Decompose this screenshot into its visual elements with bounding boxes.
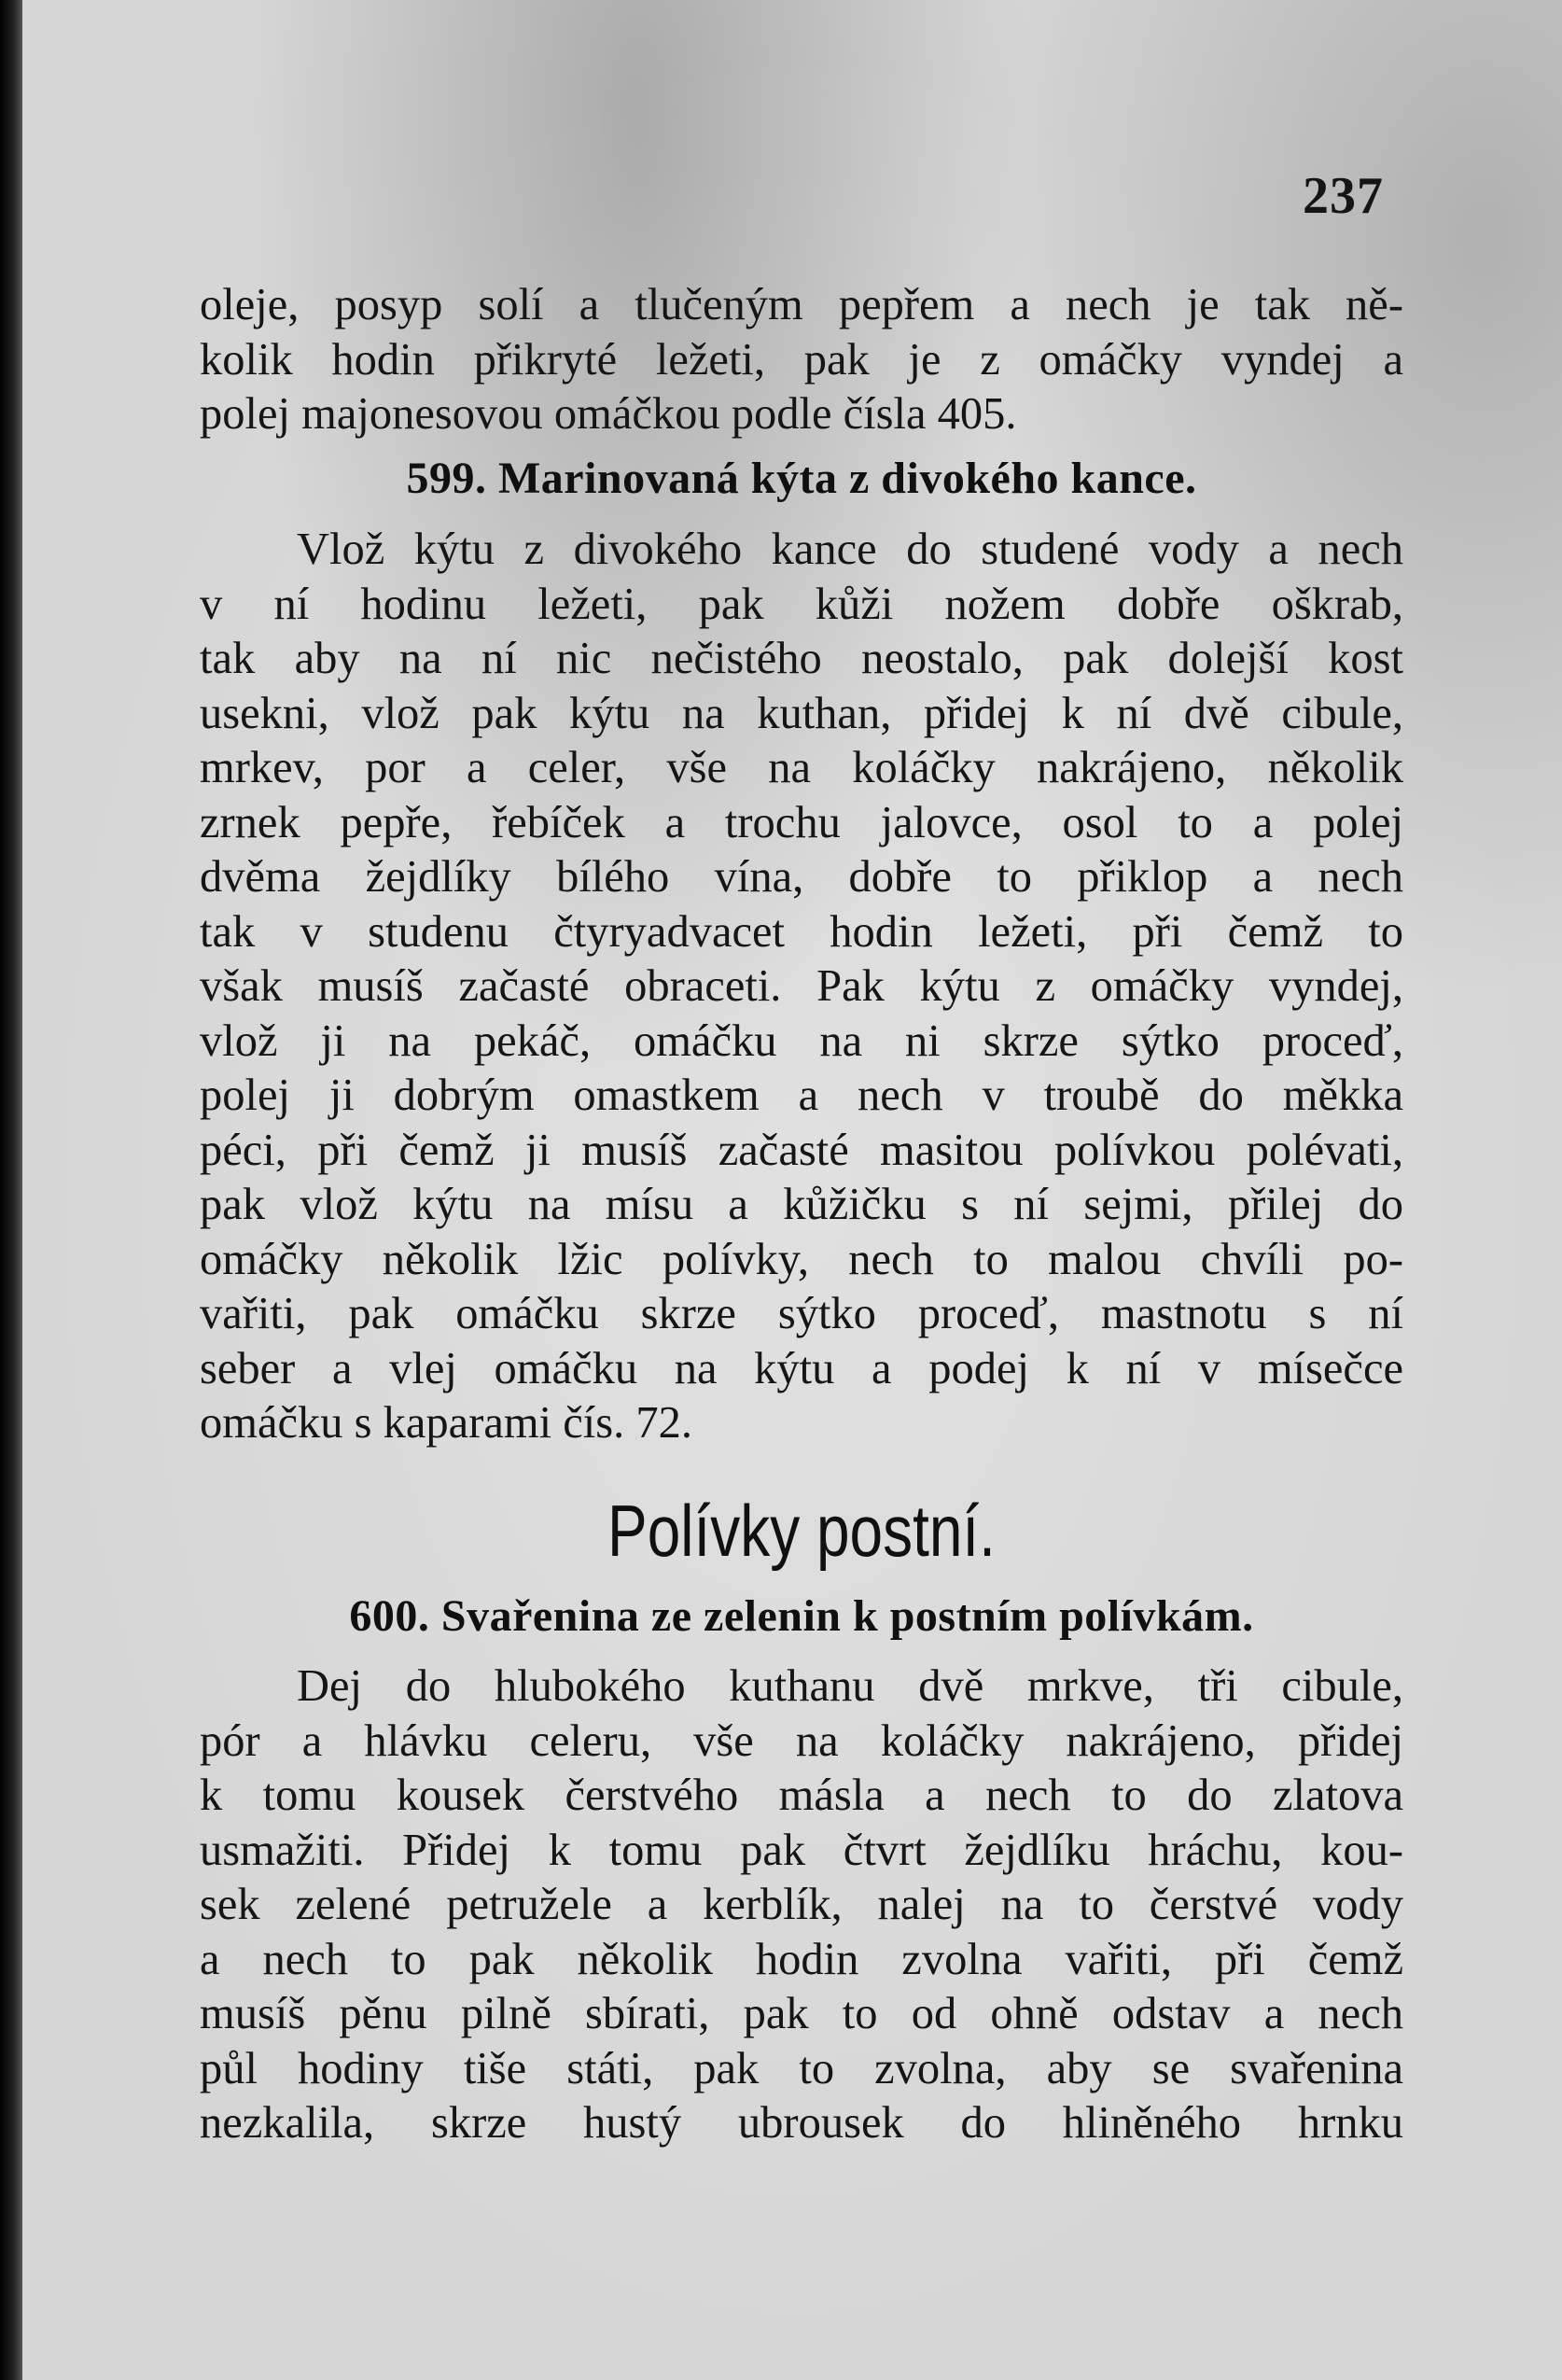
text-line: polej ji dobrým omastkem a nech v troubě do měkka <box>200 1071 1403 1120</box>
text-line: oleje, posyp solí a tlučeným pepřem a nech je tak ně- <box>200 280 1403 329</box>
text-line: v ní hodinu ležeti, pak kůži nožem dobře oškrab, <box>200 579 1403 629</box>
text-line: dvěma žejdlíky bílého vína, dobře to přiklop a nech <box>200 852 1403 902</box>
book-page <box>22 0 1562 2380</box>
book-gutter-edge <box>0 0 22 2380</box>
text-line: seber a vlej omáčku na kýtu a podej k ní v mísečce <box>200 1343 1403 1393</box>
text-line: vařiti, pak omáčku skrze sýtko proceď, mastnotu s ní <box>200 1289 1403 1338</box>
recipe-600-paragraph <box>200 1659 1403 2151</box>
section-title: Polívky postní. <box>607 1490 996 1572</box>
text-line: polej majonesovou omáčkou podle čísla 405. <box>200 389 1017 439</box>
text-line: zrnek pepře, řebíček a trochu jalovce, osol to a polej <box>200 797 1403 847</box>
intro-paragraph <box>200 278 1403 442</box>
text-line: však musíš začasté obraceti. Pak kýtu z omáčky vyndej, <box>200 961 1403 1011</box>
text-line: péci, při čemž ji musíš začasté masitou polívkou polévati, <box>200 1125 1403 1175</box>
text-line: Dej do hlubokého kuthanu dvě mrkve, tři cibule, <box>297 1661 1403 1711</box>
text-line: tak v studenu čtyryadvacet hodin ležeti, při čemž to <box>200 906 1403 957</box>
text-line: omáčku s kaparami čís. 72. <box>200 1398 692 1448</box>
recipe-599-heading: 599. Marinovaná kýta z divokého kance. <box>406 454 1197 503</box>
text-line: Vlož kýtu z divokého kance do studené vody a nech <box>297 525 1403 574</box>
text-line: tak aby na ní nic nečistého neostalo, pak dolejší kost <box>200 634 1403 683</box>
text-line: půl hodiny tiše státi, pak to zvolna, aby se svařenina <box>200 2043 1403 2093</box>
text-line: usekni, vlož pak kýtu na kuthan, přidej k ní dvě cibule, <box>200 688 1403 738</box>
text-line: pór a hlávku celeru, vše na koláčky nakrájeno, přidej <box>200 1715 1403 1766</box>
text-line: omáčky několik lžic polívky, nech to malou chvíli po- <box>200 1234 1403 1284</box>
recipe-599-paragraph <box>200 523 1403 1451</box>
text-line: k tomu kousek čerstvého másla a nech to do zlatova <box>200 1771 1403 1820</box>
text-line: musíš pěnu pilně sbírati, pak to od ohně odstav a nech <box>200 1989 1403 2038</box>
text-line: mrkev, por a celer, vše na koláčky nakrájeno, několik <box>200 743 1403 792</box>
text-line: nezkalila, skrze hustý ubrousek do hliněného hrnku <box>200 2098 1403 2148</box>
text-line: usmažiti. Přidej k tomu pak čtvrt žejdlíku hráchu, kou- <box>200 1825 1403 1875</box>
text-line: pak vlož kýtu na mísu a kůžičku s ní sejmi, přilej do <box>200 1180 1403 1229</box>
text-line: sek zelené petružele a kerblík, nalej na to čerstvé vody <box>200 1880 1403 1929</box>
page-number: 237 <box>1303 167 1384 225</box>
text-line: kolik hodin přikryté ležeti, pak je z omáčky vyndej a <box>200 334 1403 385</box>
recipe-600-heading: 600. Svařenina ze zelenin k postním polívkám. <box>349 1591 1254 1641</box>
text-line: a nech to pak několik hodin zvolna vařiti, při čemž <box>200 1934 1403 1984</box>
text-line: vlož ji na pekáč, omáčku na ni skrze sýtko proceď, <box>200 1015 1403 1066</box>
